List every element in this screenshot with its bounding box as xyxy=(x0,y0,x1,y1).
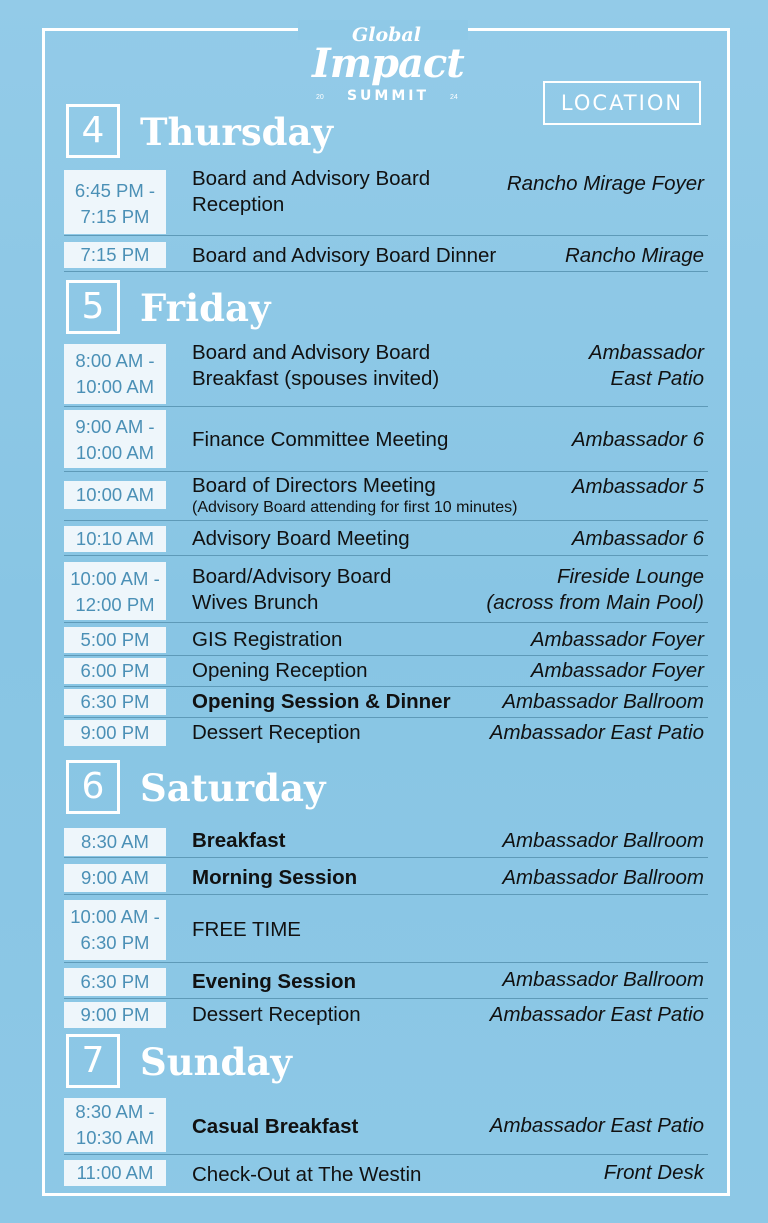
event-time: 10:00 AM - 12:00 PM xyxy=(64,562,166,620)
event-time: 9:00 PM xyxy=(64,720,166,746)
schedule-row xyxy=(64,656,708,687)
event-title: GIS Registration xyxy=(192,628,343,651)
day-number: 6 xyxy=(66,760,120,814)
schedule-row xyxy=(64,238,708,272)
logo-year-right: 24 xyxy=(450,94,458,101)
event-time: 6:30 PM xyxy=(64,968,166,996)
event-time: 5:00 PM xyxy=(64,627,166,653)
event-time: 9:00 AM - 10:00 AM xyxy=(64,410,166,468)
schedule-row xyxy=(64,687,708,718)
location-header: LOCATION xyxy=(543,81,701,125)
event-time: 6:00 PM xyxy=(64,658,166,684)
event-location: Ambassador East Patio xyxy=(489,721,704,744)
global-impact-summit-logo xyxy=(300,14,470,114)
day-number: 5 xyxy=(66,280,120,334)
schedule-row xyxy=(64,999,708,1030)
day-number: 4 xyxy=(66,104,120,158)
event-location: Ambassador East Patio xyxy=(588,341,704,390)
event-title: Board and Advisory Board Breakfast (spouses invited) xyxy=(192,341,440,390)
event-location: Ambassador Ballroom xyxy=(502,690,704,713)
schedule-row xyxy=(64,1096,708,1155)
event-title: Board/Advisory Board Wives Brunch xyxy=(192,565,392,614)
event-title: Finance Committee Meeting xyxy=(192,428,449,451)
day-name: Friday xyxy=(140,286,271,330)
schedule-row xyxy=(64,824,708,858)
event-title: Advisory Board Meeting xyxy=(192,527,410,550)
event-location: Ambassador 6 xyxy=(571,428,704,451)
schedule-row xyxy=(64,1158,708,1188)
schedule-row xyxy=(64,166,708,236)
event-time: 11:00 AM xyxy=(64,1160,166,1186)
event-title: Board and Advisory Board Reception xyxy=(192,167,431,216)
event-location: Ambassador 5 xyxy=(571,475,704,498)
schedule-row xyxy=(64,965,708,999)
event-time: 10:00 AM xyxy=(64,481,166,509)
schedule-row xyxy=(64,625,708,656)
event-title: Breakfast xyxy=(192,829,286,852)
event-location: Rancho Mirage xyxy=(564,244,704,267)
logo-line2: Impact xyxy=(312,40,464,87)
schedule-row xyxy=(64,524,708,556)
event-location: Ambassador East Patio xyxy=(489,1003,704,1026)
event-time: 6:30 PM xyxy=(64,689,166,715)
event-time: 9:00 PM xyxy=(64,1002,166,1028)
logo-year-left: 20 xyxy=(316,94,324,101)
event-time: 8:00 AM - 10:00 AM xyxy=(64,344,166,404)
event-title: Dessert Reception xyxy=(192,721,361,744)
schedule-row xyxy=(64,898,708,963)
event-title: Opening Session & Dinner xyxy=(192,690,451,713)
event-title: Board of Directors Meeting (Advisory Board attending for first 10 minutes) xyxy=(192,474,518,516)
event-title: Casual Breakfast xyxy=(192,1115,359,1138)
event-time: 10:00 AM - 6:30 PM xyxy=(64,900,166,960)
event-title: Morning Session xyxy=(192,866,358,889)
event-location: Ambassador East Patio xyxy=(489,1114,704,1137)
event-location: Front Desk xyxy=(603,1161,704,1184)
schedule-row xyxy=(64,718,708,748)
schedule-row xyxy=(64,473,708,521)
event-title: Evening Session xyxy=(192,970,357,993)
event-location: Ambassador Ballroom xyxy=(502,968,704,991)
logo-line1: Global xyxy=(352,24,421,46)
logo-line3: SUMMIT xyxy=(346,88,430,104)
event-location: Ambassador 6 xyxy=(571,527,704,550)
schedule-row xyxy=(64,340,708,407)
event-title: FREE TIME xyxy=(192,918,301,941)
event-subtitle: (Advisory Board attending for first 10 minutes) xyxy=(192,499,518,516)
event-location: Ambassador Foyer xyxy=(530,659,704,682)
event-title: Dessert Reception xyxy=(192,1003,361,1026)
day-number: 7 xyxy=(66,1034,120,1088)
schedule-row xyxy=(64,560,708,623)
event-location: Ambassador Ballroom xyxy=(502,829,704,852)
event-time: 7:15 PM xyxy=(64,242,166,268)
event-title: Opening Reception xyxy=(192,659,368,682)
event-time: 6:45 PM - 7:15 PM xyxy=(64,170,166,234)
event-title: Check-Out at The Westin xyxy=(192,1163,422,1186)
day-name: Saturday xyxy=(140,766,326,810)
event-time: 9:00 AM xyxy=(64,864,166,892)
day-name: Thursday xyxy=(140,110,334,154)
event-time: 8:30 AM xyxy=(64,828,166,856)
event-location: Fireside Lounge (across from Main Pool) xyxy=(486,565,704,614)
event-time: 8:30 AM - 10:30 AM xyxy=(64,1098,166,1152)
event-time: 10:10 AM xyxy=(64,526,166,552)
event-title: Board and Advisory Board Dinner xyxy=(192,244,497,267)
schedule-row xyxy=(64,410,708,472)
event-location: Rancho Mirage Foyer xyxy=(506,172,704,195)
day-name: Sunday xyxy=(140,1040,292,1084)
event-location: Ambassador Ballroom xyxy=(502,866,704,889)
schedule-row xyxy=(64,861,708,895)
event-location: Ambassador Foyer xyxy=(530,628,704,651)
